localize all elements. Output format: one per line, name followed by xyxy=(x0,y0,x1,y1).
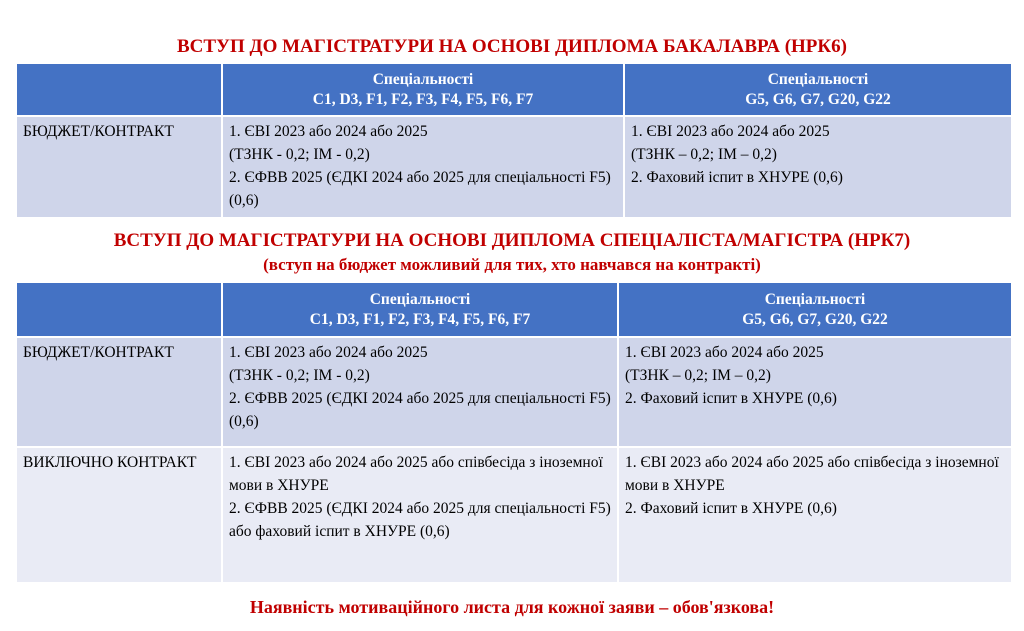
cell-line: (ТЗНК – 0,2; ІМ – 0,2) xyxy=(631,146,777,163)
table-header-col1 xyxy=(222,282,618,337)
cell-line: 1. ЄВІ 2023 або 2024 або 2025 або співбесіда з іноземної мови в ХНУРЕ xyxy=(229,454,603,494)
header-col1-line2: C1, D3, F1, F2, F3, F4, F5, F6, F7 xyxy=(312,90,534,108)
header-col1-line1: Спеціальності xyxy=(369,290,471,308)
table-header-col2 xyxy=(618,282,1012,337)
row-label: ВИКЛЮЧНО КОНТРАКТ xyxy=(16,447,222,583)
row-col1-cell xyxy=(222,447,618,583)
table-row xyxy=(16,337,1012,447)
table-header-empty xyxy=(16,282,222,337)
row-label: БЮДЖЕТ/КОНТРАКТ xyxy=(16,116,222,218)
section1-title: ВСТУП ДО МАГІСТРАТУРИ НА ОСНОВІ ДИПЛОМА БАКАЛАВРА (НРК6) xyxy=(176,36,848,57)
cell-line: 1. ЄВІ 2023 або 2024 або 2025 xyxy=(631,123,830,140)
header-col2-line1: Спеціальності xyxy=(767,70,869,88)
row-col2-cell xyxy=(618,337,1012,447)
cell-line: 2. Фаховий іспит в ХНУРЕ (0,6) xyxy=(631,169,843,186)
admission-table-bachelor xyxy=(15,62,1013,219)
row-col2-cell xyxy=(624,116,1012,218)
row-label: БЮДЖЕТ/КОНТРАКТ xyxy=(16,337,222,447)
cell-line: 2. ЄФВВ 2025 (ЄДКІ 2024 або 2025 для спеціальності F5) (0,6) xyxy=(229,390,611,430)
cell-line: (ТЗНК - 0,2; ІМ - 0,2) xyxy=(229,367,370,384)
table-header-col2 xyxy=(624,63,1012,116)
cell-line: 2. ЄФВВ 2025 (ЄДКІ 2024 або 2025 для спеціальності F5) (0,6) xyxy=(229,169,611,209)
table-row xyxy=(16,116,1012,218)
header-col1-line1: Спеціальності xyxy=(372,70,474,88)
cell-line: 2. Фаховий іспит в ХНУРЕ (0,6) xyxy=(625,500,837,517)
header-col2-line2: G5, G6, G7, G20, G22 xyxy=(745,90,891,108)
cell-line: (ТЗНК - 0,2; ІМ - 0,2) xyxy=(229,146,370,163)
header-col1-line2: C1, D3, F1, F2, F3, F4, F5, F6, F7 xyxy=(309,310,531,328)
cell-line: 1. ЄВІ 2023 або 2024 або 2025 xyxy=(229,123,428,140)
cell-line: 2. Фаховий іспит в ХНУРЕ (0,6) xyxy=(625,390,837,407)
cell-line: 2. ЄФВВ 2025 (ЄДКІ 2024 або 2025 для спеціальності F5) або фаховий іспит в ХНУРЕ (0,6) xyxy=(229,500,611,540)
header-col2-line1: Спеціальності xyxy=(764,290,866,308)
header-col2-line2: G5, G6, G7, G20, G22 xyxy=(742,310,888,328)
cell-line: 1. ЄВІ 2023 або 2024 або 2025 або співбесіда з іноземної мови в ХНУРЕ xyxy=(625,454,999,494)
table-header-empty xyxy=(16,63,222,116)
row-col1-cell xyxy=(222,337,618,447)
table-header-col1 xyxy=(222,63,624,116)
section2-subtitle: (вступ на бюджет можливий для тих, хто навчався на контракті) xyxy=(263,255,761,274)
cell-line: (ТЗНК – 0,2; ІМ – 0,2) xyxy=(625,367,771,384)
table-row xyxy=(16,447,1012,583)
row-col2-cell xyxy=(618,447,1012,583)
motivation-letter-note: Наявність мотиваційного листа для кожної заяви – обов'язкова! xyxy=(249,597,775,617)
cell-line: 1. ЄВІ 2023 або 2024 або 2025 xyxy=(229,344,428,361)
cell-line: 1. ЄВІ 2023 або 2024 або 2025 xyxy=(625,344,824,361)
admission-table-master xyxy=(15,281,1013,584)
section2-title: ВСТУП ДО МАГІСТРАТУРИ НА ОСНОВІ ДИПЛОМА СПЕЦІАЛІСТА/МАГІСТРА (НРК7) xyxy=(113,230,911,251)
row-col1-cell xyxy=(222,116,624,218)
